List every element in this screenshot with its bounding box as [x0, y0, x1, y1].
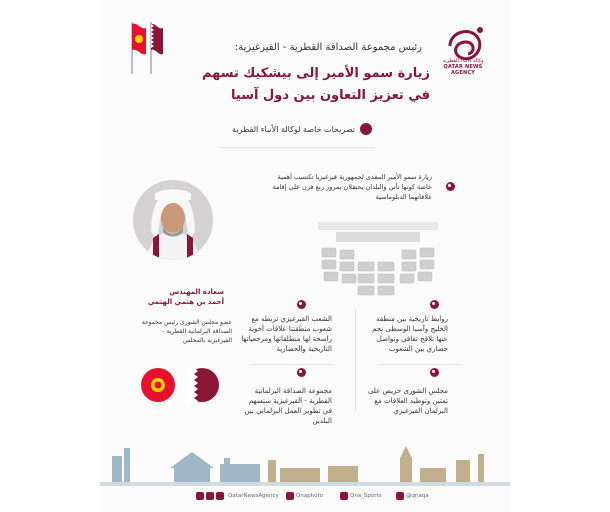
- parliament-icon: [316, 220, 440, 306]
- point-2: الشعب القيرغيزي تربطه مع شعوب منطقتنا علاقات أخوية راسخة لها منطلقاتها ومرجعياتها التاريخية والحضارية: [241, 315, 332, 353]
- logo-name-ar: وكالة الأنباء القطرية: [442, 58, 484, 64]
- grid-divider-vertical: [355, 308, 356, 412]
- footer-handle-qa[interactable]: @qnaqa: [406, 493, 429, 499]
- footer-social-bar: [100, 486, 510, 508]
- social-icons[interactable]: [216, 492, 224, 500]
- point-4: مجموعة الصداقة البرلمانية القطرية - القيرغيزية ستسهم في تطوير العمل البرلماني بين البلدين: [244, 387, 332, 425]
- instagram-icon[interactable]: [286, 492, 294, 500]
- social-icons[interactable]: [196, 492, 204, 500]
- tag-bullet-icon: [360, 123, 372, 135]
- point-bullet-icon: [430, 368, 439, 377]
- point-1: روابط تاريخية بين منطقة الخليج وآسيا الوسطى نجم عنها تلاقح ثقافي وتواصل حضاري بين الشعوب: [372, 315, 448, 353]
- portrait-image: [133, 180, 213, 260]
- point-bullet-icon: [430, 300, 439, 309]
- footer-handle-sports[interactable]: Qna_Sports: [350, 493, 382, 499]
- subtitle: رئيس مجموعة الصداقة القطرية - القيرغيزية:: [234, 42, 422, 53]
- flags-icon: [120, 20, 164, 74]
- grid-divider-right: [378, 364, 462, 365]
- point-bullet-icon: [297, 368, 306, 377]
- logo-text: [432, 58, 494, 76]
- person-icon: [133, 180, 213, 260]
- title-line-1: زيارة سمو الأمير إلى بيشكيك تسهم: [201, 66, 430, 81]
- twitter-icon[interactable]: [340, 492, 348, 500]
- person-role: سعادة المهندس: [169, 288, 224, 296]
- footer-handle-photo[interactable]: Qnaphoto: [296, 493, 324, 499]
- skyline-icon: [100, 438, 510, 486]
- main-bullet-icon: [446, 182, 455, 191]
- person-bio: عضو مجلس الشورى رئيس مجموعة الصداقة البرلمانية القطرية - القيرغيزية بالمجلس: [141, 319, 232, 344]
- title-line-2: في تعزيز التعاون بين دول آسيا: [231, 88, 430, 103]
- grid-divider-left: [250, 364, 334, 365]
- person-name: أحمد بن هتمي الهتمي: [147, 298, 224, 306]
- divider: [220, 147, 375, 148]
- logo-name-en: QATAR NEWS AGENCY: [443, 64, 483, 76]
- main-paragraph: زيارة سمو الأمير المفدى لجمهورية قيرغيزيا تكتسب أهمية خاصة كونها تأتي والبلدان يحتفلان بمرور ربع قرن على إقامة علاقاتهما الدبلوماسية: [272, 173, 432, 201]
- social-icons[interactable]: [206, 492, 214, 500]
- footer-handle-agency[interactable]: QatarNewsAgency: [228, 493, 279, 499]
- flag-circles-icon: [136, 365, 236, 405]
- telegram-icon[interactable]: [396, 492, 404, 500]
- point-3: مجلس الشورى حريص على تمتين وتوطيد العلاقات مع البرلمان القيرغيزي: [367, 387, 448, 415]
- point-bullet-icon: [297, 300, 306, 309]
- tag-text: تصريحات خاصة لوكالة الأنباء القطرية: [232, 125, 355, 134]
- person-name-box: [136, 287, 224, 307]
